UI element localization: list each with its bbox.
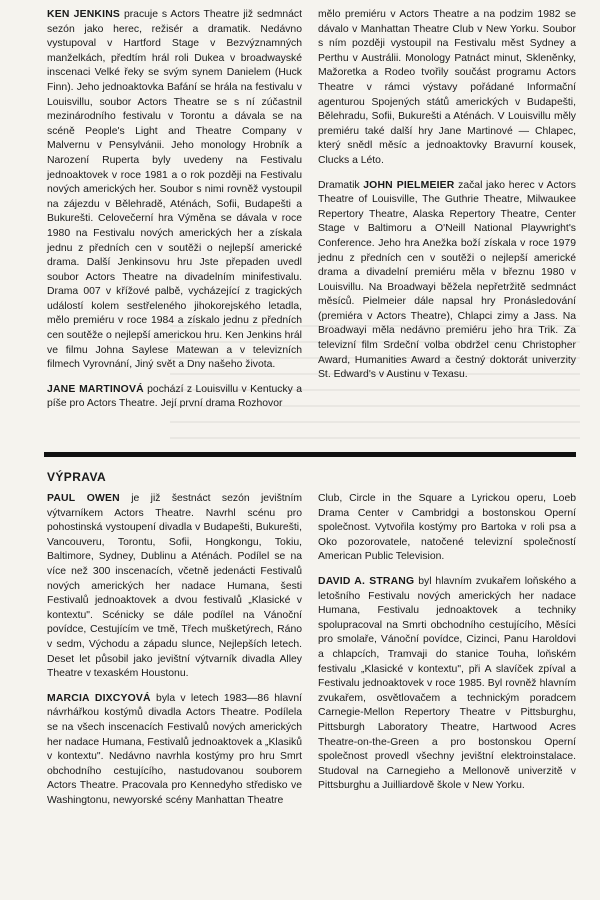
bio-name: DAVID A. STRANG xyxy=(318,575,415,587)
bio-text: byl hlavním zvukařem loňského a letošního Festivalu nových amerických her nadace Humana, Festivalu jednoaktovek a techniky spolupracoval na Smrti obchodního cestujícího, Měsíci pro smolaře, Vánoční povídce, Cizinci, Panu Haroldovi a chlapcích, Tramvaji do stanice Touha, loňském festivalu „Klasické v kontextu", při A slavíček zpíval a Festivalu jednoaktovek v roce 1985. Byl rovněž hlavním zvukařem, osvětlovačem a technickým poradcem Carnegie-Mellon Repertory Theatre v Pittsburghu, Pittsburgh Laboratory Theatre, Hartwood Acres Theatre-on-the-Green a pro bostonskou Operní společnost provedl všechny jevištní elektroinstalace. Studoval na Carnegieho a Mellonově univerzitě v Pittsburghu a Juilliardově škole v New Yorku. xyxy=(318,575,576,792)
bio-text: pracuje s Actors Theatre již sedmnáct sezón jako herec, režisér a dramatik. Nedávno vystupoval v Hartford Stage v Bezvýznamných manželkách, předtím hrál roli Dukea v broadwayské inscenaci Velké řeky se svým synem Danielem (Huck Finn). Jeho jednoaktovka Bafání se hrála na festivalu v Louisvillu, soubor Actors Theatre se s ní zúčastnil mezinárodního festivalu v Torontu a dávala se na scéně People's Light and Theatre Company v Malvernu v Pensylvánii. Jeho monology Hrobník a Narození Ruperta byly uvedeny na Festivalu jednoaktovek v roce 1981 a o rok později na Festivalu nových amerických her. Soubor s nimi rovněž vystoupil na zájezdu v Bělehradě, Aténách, Sofii, Budapešti a Bukurešti. Celovečerní hra Výměna se dávala v roce 1980 na Festivalu nových amerických her a získala jednu z předních cen v soutěži o nejlepší americké drama. Další Jenkinsovu hru Jste přepaden uvedl soubor Actors Theatre na divadelním minifestivalu. Drama 007 v křížové palbě, vycházející z tragických událostí kolem sestřeleného jihokorejského letadla, mělo premiéru v roce 1984 a získalo jednu z předních cen soutěže o nejlepší americkou hru. Ken Jenkins hrál ve filmu Johna Saylese Matewan a v televizních filmech Vyrovnání, Jiný svět a Dny našeho života. xyxy=(47,9,302,371)
section-divider xyxy=(44,452,576,457)
bio-text: Club, Circle in the Square a Lyrickou operu, Loeb Drama Center v Cambridgi a bostonskou Operní společnost. Vytvořila kostýmy pro Bartoka v roli psa a Oko pozorovatele, natočené televizní společností American Public Television. xyxy=(318,493,576,563)
bio-david-strang xyxy=(318,575,576,794)
bio-text: mělo premiéru v Actors Theatre a na podzim 1982 se dávalo v Manhattan Theatre Club v New Yorku. Soubor s ním později vystoupil na Festivalu měst Sydney a Perthu v Austrálii. Monology Patnáct minut, Skleněnky, Mažoretka a Rodeo tvořily součást programu Actors Theatre v rámci výstavy pořádané Informační agenturou Spojených států amerických v Budapešti, Bělehradu, Sofii, Bukurešti a Aténách. V Louisvillu měly premiéru také další hry Jane Martinové — Chlapec, který snědl měsíc a jednoaktovky Bravurní kousek, Clucks a Léto. xyxy=(318,9,576,166)
bio-name: JANE MARTINOVÁ xyxy=(47,383,144,395)
bio-name: MARCIA DIXCYOVÁ xyxy=(47,692,151,704)
bottom-right-column xyxy=(318,492,576,804)
bottom-left-column xyxy=(47,492,302,818)
bio-name: JOHN PIELMEIER xyxy=(363,179,455,191)
bio-prefix: Dramatik xyxy=(318,179,364,191)
bio-text: je již šestnáct sezón jevištním výtvarníkem Actors Theatre. Navrhl scénu pro pohostinská vystoupení divadla v Budapešti, Bukurešti, Vancouveru, Torontu, Sofii, Hongkongu, Tokiu, Baltimore, Sydney, Dublinu a Aténách. Podílel se na více než 300 inscenacích, včetně jedenácti Festivalů nových amerických her nadace Humana, šesti Festivalů jednoaktovek a dvou festivalů „Klasické v kontextu". Scénicky se dále podílel na Vánoční povídce, Cestujícím ve tmě, Třech mušketýrech, Ráno v sedm, Východu a západu slunce, Nejlepších letech. Deset let působil jako jevištní výtvarník divadla Alley Theatre v texaském Houstonu. xyxy=(47,493,302,680)
bio-marcia-dixcyova xyxy=(47,692,302,809)
bio-name: KEN JENKINS xyxy=(47,9,121,20)
section-heading: VÝPRAVA xyxy=(47,470,107,484)
bio-jane-martinova-continued xyxy=(318,8,576,169)
show-through-table-lines xyxy=(170,318,580,446)
bio-text: pochází z Louisvillu v Kentucky a píše pro Actors Theatre. Její první drama Rozhovor xyxy=(47,383,302,410)
bio-name: PAUL OWEN xyxy=(47,493,120,504)
bio-text: začal jako herec v Actors Theatre of Louisville, The Guthrie Theatre, Milwaukee Repertory Theatre, Alaska Repertory Theatre, Center Stage v Baltimoru a O'Neill National Playwright's Conference. Jeho hra Anežka boží získala v roce 1979 jednu z předních cen v soutěži o nejlepší americké drama a divadelní premiéru měla v březnu 1980 v Louisvillu. Na Broadwayi běžela nepřetržitě sedmnáct měsíců. Pielmeier dále napsal hry Pronásledování (premiéra v Actors Theatre), Chlapci zimy a Jass. Na Broadwayi měla nedávno premiéru jeho hra Trik. Za televizní film Srdeční volba obdržel cenu Christopher Award, Humanities Award a čestný doktorát univerzity St. Edward's v Austinu v Texasu. xyxy=(318,179,576,381)
bio-text: byla v letech 1983—86 hlavní návrhářkou kostýmů divadla Actors Theatre. Podílela se na všech inscenacích Festivalů nových amerických her nadace Humana, Festivalů jednoaktovek a „Klasiků v kontextu". Nedávno navrhla kostýmy pro hru Smrt obchodního cestujícího, nastudovanou souborem Actors Theatre. Pracovala pro Kennedyho středisko ve Washingtonu, newyorské scény Manhattan Theatre xyxy=(47,692,302,806)
bio-marcia-dixcyova-continued xyxy=(318,492,576,565)
bio-paul-owen xyxy=(47,492,302,682)
